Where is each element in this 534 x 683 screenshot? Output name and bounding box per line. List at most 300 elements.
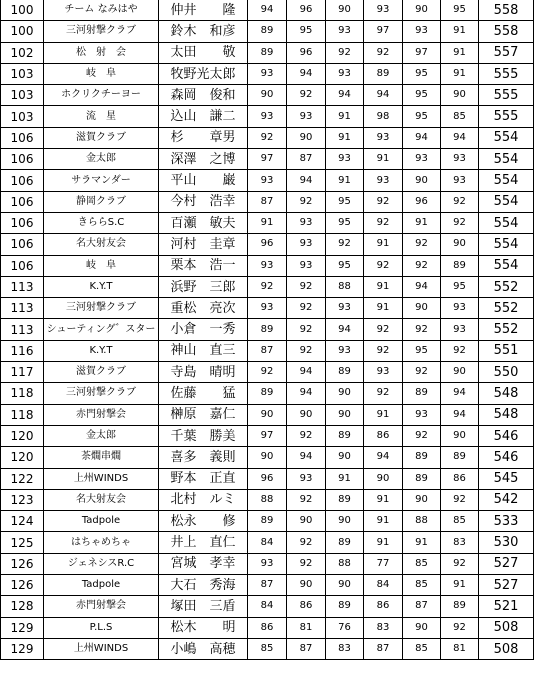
shooter-name-cell: 松永 修 — [159, 511, 248, 532]
rank-cell: 106 — [1, 149, 44, 170]
table-row — [1, 425, 534, 446]
series-1-score: 96 — [248, 468, 287, 489]
total-score: 552 — [479, 319, 534, 340]
series-2-score: 93 — [287, 234, 326, 255]
rank-cell: 106 — [1, 212, 44, 233]
series-3-score: 89 — [326, 532, 364, 553]
series-1-score: 90 — [248, 447, 287, 468]
series-3-score: 92 — [326, 42, 364, 63]
series-3-score: 83 — [326, 638, 364, 659]
rank-cell: 120 — [1, 447, 44, 468]
total-score: 555 — [479, 63, 534, 84]
series-5-score: 95 — [403, 85, 441, 106]
series-5-score: 97 — [403, 42, 441, 63]
series-5-score: 91 — [403, 212, 441, 233]
series-3-score: 89 — [326, 596, 364, 617]
series-5-score: 85 — [403, 553, 441, 574]
series-5-score: 85 — [403, 638, 441, 659]
series-2-score: 94 — [287, 362, 326, 383]
shooter-name-cell: 喜多 義則 — [159, 447, 248, 468]
series-2-score: 92 — [287, 489, 326, 510]
series-3-score: 95 — [326, 191, 364, 212]
series-4-score: 92 — [364, 191, 403, 212]
series-3-score: 91 — [326, 127, 364, 148]
series-6-score: 81 — [441, 638, 479, 659]
series-3-score: 76 — [326, 617, 364, 638]
series-2-score: 96 — [287, 42, 326, 63]
table-row — [1, 575, 534, 596]
table-row — [1, 149, 534, 170]
series-6-score: 89 — [441, 447, 479, 468]
club-cell: チーム なみはや — [44, 0, 159, 21]
series-6-score: 92 — [441, 553, 479, 574]
series-6-score: 93 — [441, 319, 479, 340]
series-4-score: 83 — [364, 617, 403, 638]
series-1-score: 90 — [248, 404, 287, 425]
series-1-score: 87 — [248, 191, 287, 212]
series-4-score: 77 — [364, 553, 403, 574]
series-5-score: 91 — [403, 532, 441, 553]
total-score: 545 — [479, 468, 534, 489]
total-score: 546 — [479, 447, 534, 468]
total-score: 550 — [479, 362, 534, 383]
rank-cell: 120 — [1, 425, 44, 446]
series-3-score: 91 — [326, 106, 364, 127]
series-1-score: 93 — [248, 63, 287, 84]
series-2-score: 92 — [287, 319, 326, 340]
series-1-score: 90 — [248, 85, 287, 106]
series-6-score: 94 — [441, 383, 479, 404]
series-4-score: 91 — [364, 532, 403, 553]
series-4-score: 86 — [364, 596, 403, 617]
club-cell: 三河射撃クラブ — [44, 298, 159, 319]
total-score: 548 — [479, 404, 534, 425]
series-1-score: 86 — [248, 617, 287, 638]
series-4-score: 84 — [364, 575, 403, 596]
series-2-score: 90 — [287, 575, 326, 596]
series-6-score: 92 — [441, 212, 479, 233]
series-3-score: 89 — [326, 425, 364, 446]
table-row — [1, 532, 534, 553]
table-row — [1, 383, 534, 404]
series-2-score: 87 — [287, 638, 326, 659]
series-1-score: 94 — [248, 0, 287, 21]
series-5-score: 88 — [403, 511, 441, 532]
total-score: 554 — [479, 191, 534, 212]
total-score: 551 — [479, 340, 534, 361]
total-score: 558 — [479, 21, 534, 42]
table-row — [1, 404, 534, 425]
shooter-name-cell: 神山 直三 — [159, 340, 248, 361]
rank-cell: 118 — [1, 404, 44, 425]
total-score: 527 — [479, 575, 534, 596]
series-6-score: 85 — [441, 106, 479, 127]
shooter-name-cell: 佐藤 猛 — [159, 383, 248, 404]
series-3-score: 94 — [326, 319, 364, 340]
series-5-score: 90 — [403, 298, 441, 319]
shooter-name-cell: 重松 亮次 — [159, 298, 248, 319]
series-2-score: 92 — [287, 191, 326, 212]
table-row — [1, 85, 534, 106]
series-3-score: 91 — [326, 468, 364, 489]
series-1-score: 89 — [248, 21, 287, 42]
series-3-score: 90 — [326, 404, 364, 425]
shooter-name-cell: 鈴木 和彦 — [159, 21, 248, 42]
club-cell: Tadpole — [44, 511, 159, 532]
series-1-score: 84 — [248, 532, 287, 553]
shooter-name-cell: 込山 謙二 — [159, 106, 248, 127]
series-3-score: 88 — [326, 553, 364, 574]
table-row — [1, 191, 534, 212]
total-score: 554 — [479, 170, 534, 191]
shooter-name-cell: 野本 正直 — [159, 468, 248, 489]
rank-cell: 106 — [1, 170, 44, 191]
table-row — [1, 212, 534, 233]
rank-cell: 106 — [1, 191, 44, 212]
series-6-score: 91 — [441, 42, 479, 63]
series-3-score: 89 — [326, 362, 364, 383]
shooter-name-cell: 寺島 晴明 — [159, 362, 248, 383]
series-5-score: 89 — [403, 383, 441, 404]
series-6-score: 95 — [441, 0, 479, 21]
club-cell: 静岡クラブ — [44, 191, 159, 212]
club-cell: 茶燗串燗 — [44, 447, 159, 468]
series-5-score: 94 — [403, 127, 441, 148]
series-5-score: 92 — [403, 319, 441, 340]
club-cell: 流 星 — [44, 106, 159, 127]
series-2-score: 92 — [287, 340, 326, 361]
series-2-score: 92 — [287, 276, 326, 297]
total-score: 555 — [479, 106, 534, 127]
series-2-score: 93 — [287, 255, 326, 276]
series-3-score: 95 — [326, 255, 364, 276]
series-4-score: 92 — [364, 383, 403, 404]
series-5-score: 89 — [403, 468, 441, 489]
series-4-score: 94 — [364, 447, 403, 468]
series-2-score: 96 — [287, 0, 326, 21]
total-score: 554 — [479, 255, 534, 276]
series-5-score: 89 — [403, 447, 441, 468]
shooter-name-cell: 小嶋 高穂 — [159, 638, 248, 659]
series-4-score: 89 — [364, 63, 403, 84]
club-cell: 松 射 会 — [44, 42, 159, 63]
shooter-name-cell: 牧野光太郎 — [159, 63, 248, 84]
series-6-score: 86 — [441, 468, 479, 489]
shooter-name-cell: 宮城 孝幸 — [159, 553, 248, 574]
series-1-score: 89 — [248, 319, 287, 340]
series-2-score: 87 — [287, 149, 326, 170]
table-row — [1, 21, 534, 42]
series-6-score: 83 — [441, 532, 479, 553]
rank-cell: 125 — [1, 532, 44, 553]
table-row — [1, 638, 534, 659]
shooter-name-cell: 井上 直仁 — [159, 532, 248, 553]
table-row — [1, 63, 534, 84]
series-4-score: 91 — [364, 404, 403, 425]
series-2-score: 94 — [287, 170, 326, 191]
series-2-score: 92 — [287, 553, 326, 574]
series-6-score: 92 — [441, 617, 479, 638]
series-3-score: 90 — [326, 383, 364, 404]
rank-cell: 126 — [1, 553, 44, 574]
series-1-score: 87 — [248, 575, 287, 596]
series-4-score: 92 — [364, 340, 403, 361]
series-3-score: 88 — [326, 276, 364, 297]
total-score: 558 — [479, 0, 534, 21]
series-2-score: 81 — [287, 617, 326, 638]
series-5-score: 94 — [403, 276, 441, 297]
series-2-score: 94 — [287, 447, 326, 468]
series-5-score: 92 — [403, 425, 441, 446]
series-4-score: 93 — [364, 362, 403, 383]
shooter-name-cell: 仲井 隆 — [159, 0, 248, 21]
rank-cell: 113 — [1, 298, 44, 319]
series-2-score: 90 — [287, 511, 326, 532]
total-score: 554 — [479, 149, 534, 170]
series-6-score: 91 — [441, 575, 479, 596]
series-4-score: 93 — [364, 127, 403, 148]
rank-cell: 128 — [1, 596, 44, 617]
shooter-name-cell: 小倉 一秀 — [159, 319, 248, 340]
series-4-score: 86 — [364, 425, 403, 446]
series-5-score: 90 — [403, 170, 441, 191]
series-2-score: 92 — [287, 85, 326, 106]
series-4-score: 92 — [364, 255, 403, 276]
series-6-score: 89 — [441, 255, 479, 276]
series-2-score: 92 — [287, 298, 326, 319]
series-1-score: 93 — [248, 298, 287, 319]
club-cell: シューティング゛スター — [44, 319, 159, 340]
total-score: 554 — [479, 127, 534, 148]
total-score: 542 — [479, 489, 534, 510]
series-6-score: 94 — [441, 127, 479, 148]
series-2-score: 92 — [287, 532, 326, 553]
shooter-name-cell: 榊原 嘉仁 — [159, 404, 248, 425]
series-5-score: 96 — [403, 191, 441, 212]
series-2-score: 93 — [287, 468, 326, 489]
series-4-score: 91 — [364, 149, 403, 170]
series-6-score: 85 — [441, 511, 479, 532]
series-5-score: 92 — [403, 255, 441, 276]
total-score: 508 — [479, 617, 534, 638]
table-row — [1, 489, 534, 510]
series-3-score: 92 — [326, 234, 364, 255]
club-cell: 赤門射撃会 — [44, 596, 159, 617]
series-4-score: 91 — [364, 511, 403, 532]
shooter-name-cell: 平山 巌 — [159, 170, 248, 191]
series-1-score: 92 — [248, 276, 287, 297]
club-cell: 名大射友会 — [44, 234, 159, 255]
series-3-score: 93 — [326, 63, 364, 84]
table-row — [1, 276, 534, 297]
rank-cell: 129 — [1, 617, 44, 638]
series-5-score: 85 — [403, 575, 441, 596]
series-4-score: 93 — [364, 170, 403, 191]
shooter-name-cell: 千葉 勝美 — [159, 425, 248, 446]
shooter-name-cell: 浜野 三郎 — [159, 276, 248, 297]
table-row — [1, 298, 534, 319]
series-3-score: 93 — [326, 298, 364, 319]
shooter-name-cell: 大石 秀海 — [159, 575, 248, 596]
club-cell: きららS.C — [44, 212, 159, 233]
club-cell: 岐 阜 — [44, 63, 159, 84]
series-3-score: 90 — [326, 575, 364, 596]
table-row — [1, 106, 534, 127]
table-row — [1, 42, 534, 63]
rank-cell: 100 — [1, 0, 44, 21]
series-4-score: 92 — [364, 319, 403, 340]
series-6-score: 95 — [441, 276, 479, 297]
series-3-score: 93 — [326, 21, 364, 42]
rank-cell: 100 — [1, 21, 44, 42]
club-cell: K.Y.T — [44, 340, 159, 361]
table-row — [1, 362, 534, 383]
series-1-score: 84 — [248, 596, 287, 617]
series-2-score: 90 — [287, 127, 326, 148]
rank-cell: 116 — [1, 340, 44, 361]
shooter-name-cell: 北村 ルミ — [159, 489, 248, 510]
total-score: 557 — [479, 42, 534, 63]
club-cell: 上州WINDS — [44, 468, 159, 489]
club-cell: Tadpole — [44, 575, 159, 596]
series-2-score: 93 — [287, 106, 326, 127]
rank-cell: 123 — [1, 489, 44, 510]
club-cell: 金太郎 — [44, 425, 159, 446]
total-score: 552 — [479, 298, 534, 319]
total-score: 530 — [479, 532, 534, 553]
results-body — [1, 0, 534, 660]
table-row — [1, 511, 534, 532]
series-1-score: 96 — [248, 234, 287, 255]
table-row — [1, 596, 534, 617]
total-score: 555 — [479, 85, 534, 106]
series-5-score: 95 — [403, 106, 441, 127]
rank-cell: 103 — [1, 106, 44, 127]
series-1-score: 85 — [248, 638, 287, 659]
rank-cell: 103 — [1, 85, 44, 106]
table-row — [1, 234, 534, 255]
rank-cell: 103 — [1, 63, 44, 84]
series-6-score: 90 — [441, 85, 479, 106]
club-cell: サラマンダー — [44, 170, 159, 191]
series-6-score: 92 — [441, 340, 479, 361]
series-3-score: 93 — [326, 340, 364, 361]
total-score: 521 — [479, 596, 534, 617]
total-score: 554 — [479, 234, 534, 255]
rank-cell: 113 — [1, 276, 44, 297]
club-cell: はちゃめちゃ — [44, 532, 159, 553]
series-4-score: 94 — [364, 85, 403, 106]
series-1-score: 97 — [248, 149, 287, 170]
rank-cell: 118 — [1, 383, 44, 404]
series-3-score: 93 — [326, 149, 364, 170]
series-4-score: 91 — [364, 489, 403, 510]
series-6-score: 93 — [441, 170, 479, 191]
series-4-score: 92 — [364, 212, 403, 233]
series-4-score: 93 — [364, 0, 403, 21]
table-row — [1, 553, 534, 574]
rank-cell: 124 — [1, 511, 44, 532]
shooter-name-cell: 森岡 俊和 — [159, 85, 248, 106]
total-score: 508 — [479, 638, 534, 659]
series-5-score: 93 — [403, 149, 441, 170]
series-6-score: 90 — [441, 234, 479, 255]
series-6-score: 92 — [441, 191, 479, 212]
series-5-score: 95 — [403, 63, 441, 84]
series-1-score: 92 — [248, 127, 287, 148]
rank-cell: 117 — [1, 362, 44, 383]
series-5-score: 87 — [403, 596, 441, 617]
series-3-score: 90 — [326, 511, 364, 532]
series-1-score: 89 — [248, 511, 287, 532]
series-4-score: 91 — [364, 234, 403, 255]
total-score: 552 — [479, 276, 534, 297]
series-5-score: 92 — [403, 362, 441, 383]
series-6-score: 93 — [441, 298, 479, 319]
club-cell: K.Y.T — [44, 276, 159, 297]
series-2-score: 86 — [287, 596, 326, 617]
series-4-score: 97 — [364, 21, 403, 42]
series-6-score: 90 — [441, 362, 479, 383]
series-6-score: 92 — [441, 489, 479, 510]
club-cell: P.L.S — [44, 617, 159, 638]
series-6-score: 89 — [441, 596, 479, 617]
series-1-score: 93 — [248, 106, 287, 127]
club-cell: 三河射撃クラブ — [44, 21, 159, 42]
club-cell: ジェネシスR.C — [44, 553, 159, 574]
shooter-name-cell: 栗本 浩一 — [159, 255, 248, 276]
rank-cell: 113 — [1, 319, 44, 340]
series-4-score: 90 — [364, 468, 403, 489]
series-2-score: 94 — [287, 63, 326, 84]
table-row — [1, 447, 534, 468]
shooter-name-cell: 杉 章男 — [159, 127, 248, 148]
series-6-score: 90 — [441, 425, 479, 446]
total-score: 527 — [479, 553, 534, 574]
total-score: 554 — [479, 212, 534, 233]
series-5-score: 90 — [403, 489, 441, 510]
total-score: 546 — [479, 425, 534, 446]
series-6-score: 93 — [441, 149, 479, 170]
series-1-score: 87 — [248, 340, 287, 361]
series-4-score: 91 — [364, 276, 403, 297]
total-score: 548 — [479, 383, 534, 404]
club-cell: 上州WINDS — [44, 638, 159, 659]
series-1-score: 97 — [248, 425, 287, 446]
table-row — [1, 617, 534, 638]
club-cell: ホクリクチーヨー — [44, 85, 159, 106]
total-score: 533 — [479, 511, 534, 532]
series-4-score: 98 — [364, 106, 403, 127]
shooter-name-cell: 塚田 三盾 — [159, 596, 248, 617]
table-row — [1, 170, 534, 191]
club-cell: 名大射友会 — [44, 489, 159, 510]
rank-cell: 106 — [1, 127, 44, 148]
series-5-score: 90 — [403, 0, 441, 21]
series-2-score: 93 — [287, 212, 326, 233]
series-1-score: 89 — [248, 383, 287, 404]
series-1-score: 93 — [248, 170, 287, 191]
series-1-score: 92 — [248, 362, 287, 383]
series-5-score: 90 — [403, 617, 441, 638]
series-2-score: 95 — [287, 21, 326, 42]
club-cell: 金太郎 — [44, 149, 159, 170]
shooter-name-cell: 太田 敬 — [159, 42, 248, 63]
series-1-score: 91 — [248, 212, 287, 233]
rank-cell: 106 — [1, 234, 44, 255]
shooter-name-cell: 深澤 之博 — [159, 149, 248, 170]
series-2-score: 92 — [287, 425, 326, 446]
